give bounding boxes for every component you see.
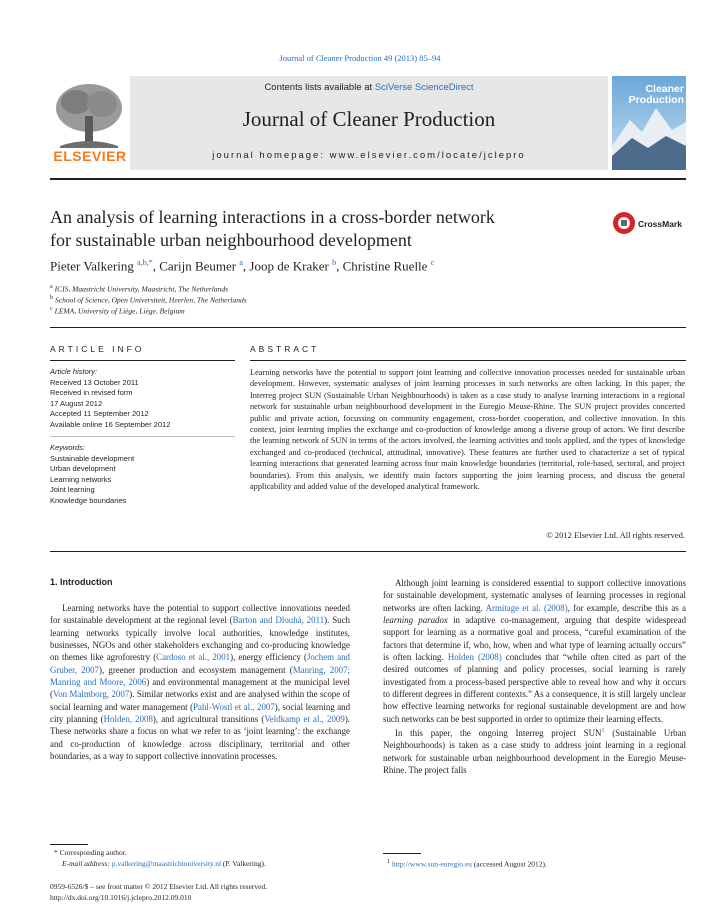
body-text: Learning networks have the potential to support collective innovations needed for sustainable development at the regional level ( xyxy=(50,603,350,626)
crossmark-icon[interactable] xyxy=(612,210,636,236)
body-text: ), and agricultural transitions ( xyxy=(152,714,265,725)
abstract-text: Learning networks have the potential to support joint learning and collective innovation processes needed for sustainable urban development. However, systematic analyses of joint learning processes in such networks are often lacking. In this paper, the Interreg project SUN (Sustainable Urban Neighbourhoods) is taken as a case study to analyse learning interactions in a regional network for sustainable urban neighbourhood development in the Euregio Meuse-Rhine. The SUN project provides concerted public and private action, focussing on community engagement, cross-border cooperation, and collective innovation. In this context, joint learning implies the exchange and co-production of knowledge among a diverse group of actors. We first describe the learning network of SUN in terms of the actors involved, the learning activities and tools applied, and the types of knowledge exchanged and co-produced (technical, attitudinal, innovative). These features are further used to characterize a set of typical learning interactions that generated learning across four main knowledge boundaries (territorial, role-based, sectoral, and project boundaries). From this analysis, we identify main factors supporting the joint learning process, and discuss the general applicability and added value of the developed analytical framework. xyxy=(250,368,685,492)
citation-link[interactable]: Cardoso et al., 2001 xyxy=(156,652,231,663)
history-entry: Received 13 October 2011 xyxy=(50,377,139,387)
citation-link[interactable]: Pahl-Wostl et al., 2007 xyxy=(193,701,275,712)
author-name[interactable]: Carijn Beumer xyxy=(159,258,237,274)
header-divider xyxy=(50,178,686,180)
keyword: Learning networks xyxy=(50,474,112,484)
journal-homepage[interactable]: journal homepage: www.elsevier.com/locate/jclepro xyxy=(212,150,526,161)
citation-link[interactable]: Armitage et al. (2008) xyxy=(485,602,568,613)
email-label: E-mail address: xyxy=(62,859,112,868)
keywords-block xyxy=(50,443,235,507)
affiliation-text: LEMA, University of Liège, Liège, Belgium xyxy=(54,306,185,316)
history-entry: Accepted 11 September 2012 xyxy=(50,409,149,419)
history-entry: Received in revised form xyxy=(50,388,133,398)
author-name[interactable]: Pieter Valkering xyxy=(50,258,134,274)
keyword: Joint learning xyxy=(50,485,95,495)
citation-link[interactable]: Veldkamp et al., 2009 xyxy=(264,714,345,725)
abstract-rule xyxy=(250,360,686,361)
affiliation-text: School of Science, Open Universiteit, Heerlen, The Netherlands xyxy=(55,295,247,305)
author-name[interactable]: Joop de Kraker xyxy=(249,258,329,274)
cover-title-line-1: Cleaner xyxy=(645,83,684,95)
keywords-rule xyxy=(50,436,235,437)
citation-link[interactable]: Barton and Dlouhá, 2011 xyxy=(232,615,325,626)
elsevier-logo-text: ELSEVIER xyxy=(53,148,127,164)
abstract-copyright: © 2012 Elsevier Ltd. All rights reserved. xyxy=(546,530,685,540)
title-divider xyxy=(50,327,686,328)
author-affiliation-mark[interactable]: b xyxy=(332,258,337,267)
sciencedirect-link[interactable]: SciVerse ScienceDirect xyxy=(374,82,474,93)
affiliation xyxy=(50,284,228,294)
article-title-line-1: An analysis of learning interactions in a cross-border network xyxy=(50,207,495,227)
abstract-heading: ABSTRACT xyxy=(250,344,320,354)
body-text: ). Such learning networks typically involve local authorities, knowledge institutes, businesses, NGOs and other stakeholders exchanging and co-producing knowledge on themes like agroforestry ( xyxy=(50,615,350,663)
body-text: Although joint learning is considered essential to support collective innovations for sustainable development, systematic analyses of learning processes in regional networks are often lacking. xyxy=(383,578,686,613)
citation-link[interactable]: Manring, 2007; Manring and Moore, 2006 xyxy=(50,664,351,688)
affiliation xyxy=(50,295,247,305)
cover-title-line-2: Production xyxy=(628,94,684,106)
author-name[interactable]: Christine Ruelle xyxy=(342,258,428,274)
abstract-bottom-rule xyxy=(50,551,686,552)
emphasis-text: learning paradox xyxy=(383,615,448,626)
author-affiliation-mark[interactable]: c xyxy=(430,258,435,267)
intro-right-column xyxy=(383,577,686,776)
journal-name: Journal of Cleaner Production xyxy=(242,107,496,131)
body-text: concludes that “while often cited as part of the desired outcomes of planning and policy processes, social learning is rarely investigated from a process-based perspective able to reveal how and why it occurs to different degrees in different contexts.” As a consequence, it is still largely unclear how effective learning networks for regional sustainable development are and how such networks can be best supported in order to optimize their learning effects. xyxy=(383,652,686,724)
affiliation-key: a xyxy=(50,284,53,290)
body-text: ), social learning and city planning ( xyxy=(50,701,351,725)
citation-link[interactable]: Holden, 2008 xyxy=(103,714,153,725)
article-info-rule xyxy=(50,360,235,361)
keyword: Sustainable development xyxy=(50,453,135,463)
keyword: Urban development xyxy=(50,464,116,474)
footnote-rule-right xyxy=(383,853,421,854)
intro-paragraph-1 xyxy=(50,602,350,762)
contents-prefix: Contents lists available at xyxy=(264,82,375,93)
sun-euregio-link[interactable]: http://www.sun-euregio.eu xyxy=(392,859,472,869)
author-affiliation-mark[interactable]: a xyxy=(239,258,243,267)
issn-line: 0959-6526/$ – see front matter © 2012 Elsevier Ltd. All rights reserved. xyxy=(50,882,268,891)
body-text: ) and environmental management at the municipal level ( xyxy=(50,677,350,700)
affiliation-text: ICIS, Maastricht University, Maastricht, The Netherlands xyxy=(54,284,228,294)
email-suffix: (P. Valkering). xyxy=(221,859,266,868)
citation-link[interactable]: Holden (2008) xyxy=(447,652,502,663)
body-text: ), greener production and ecosystem management ( xyxy=(99,664,293,675)
cover-title xyxy=(620,84,684,106)
body-text: ), energy efficiency ( xyxy=(230,652,307,663)
body-text: ). Similar networks exist and are analysed within the scope of social learning and water management ( xyxy=(50,689,350,712)
history-entry: 17 August 2012 xyxy=(50,398,103,408)
author-affiliation-mark[interactable]: a,b,* xyxy=(137,258,153,267)
article-title-line-2: for sustainable urban neighbourhood development xyxy=(50,230,412,250)
body-text: (Sustainable Urban Neighbourhoods) is taken as a case study to address joint learning in a regional network for sustainable urban neighbourhood development in the Euregio Meuse-Rhine. The project falls xyxy=(383,728,687,776)
footnote-rule-left xyxy=(50,844,88,845)
contents-availability xyxy=(130,82,608,93)
body-text: , for example, describe this as a xyxy=(567,602,686,613)
article-history xyxy=(50,367,235,431)
crossmark-label[interactable]: CrossMark xyxy=(638,219,682,229)
email-note xyxy=(62,859,266,868)
footnote-mark[interactable]: 1 xyxy=(601,728,605,735)
affiliation xyxy=(50,306,185,316)
footnote-number: 1 xyxy=(387,858,391,865)
keywords-label: Keywords: xyxy=(50,443,86,452)
body-text: ). These networks share a focus on what we refer to as ‘joint learning’: the exchange and co-production of knowledge across disciplinary, territorial and other boundaries, as a way to support collective innovation processes. xyxy=(50,714,350,762)
footnote-1 xyxy=(387,858,547,869)
section-heading-introduction: 1. Introduction xyxy=(50,577,113,587)
citation-link[interactable]: Von Malmborg, 2007 xyxy=(52,689,130,700)
corresponding-author-note: * Corresponding author. xyxy=(54,848,127,857)
doi-link[interactable]: http://dx.doi.org/10.1016/j.jclepro.2012.09.010 xyxy=(50,893,192,902)
author-list: Pieter Valkering $^{a,b,*}$, Carijn Beumer $^a$, Joop de Kraker $^b$, Christine Ruelle $^c$ xyxy=(50,258,435,274)
corresponding-author-text: Corresponding author. xyxy=(59,848,127,857)
keyword: Knowledge boundaries xyxy=(50,495,127,505)
footnote-suffix: (accessed August 2012). xyxy=(471,859,547,869)
history-entry: Available online 16 September 2012 xyxy=(50,419,171,429)
body-text: in adaptive co-management, arguing that despite widespread support for learning as a normative goal and process, “careful examination of the factors that determine if, who, how, when and what type of learning actually occurs” is often lacking. xyxy=(383,615,687,663)
citation-link[interactable]: Jochem and Gruber, 2007 xyxy=(50,652,350,675)
intro-paragraph-3 xyxy=(383,725,686,776)
article-history-label: Article history: xyxy=(50,367,98,376)
journal-citation[interactable]: Journal of Cleaner Production 49 (2013) 85–94 xyxy=(279,53,441,63)
affiliation-key: c xyxy=(50,306,53,312)
intro-paragraph-2 xyxy=(383,577,686,725)
article-title xyxy=(50,206,610,252)
email-link[interactable]: p.valkering@maastrichtuniversity.nl xyxy=(111,859,222,868)
body-text: In this paper, the ongoing Interreg project SUN xyxy=(395,728,602,739)
affiliation-key: b xyxy=(50,295,53,301)
article-info-heading: ARTICLE INFO xyxy=(50,344,145,354)
